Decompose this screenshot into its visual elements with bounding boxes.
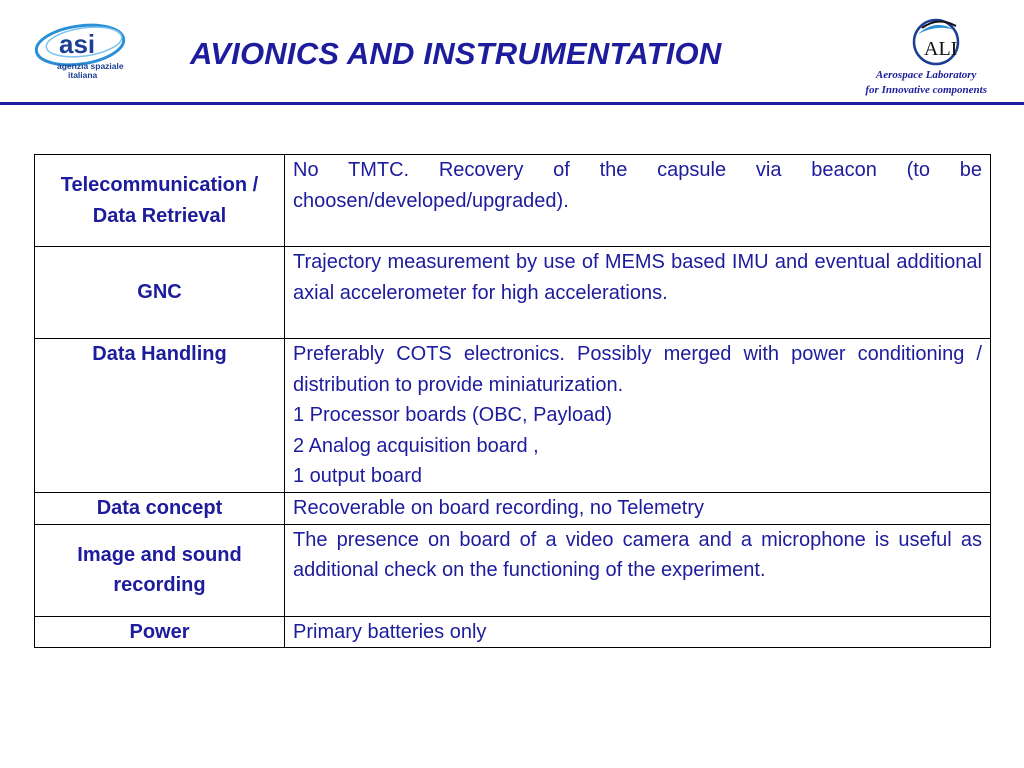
table-row — [35, 339, 991, 493]
slide-title: AVIONICS AND INSTRUMENTATION — [190, 36, 722, 71]
ali-caption-line1: Aerospace Laboratory — [875, 69, 977, 81]
row-description-line: 1 output board — [293, 465, 422, 487]
row-description — [285, 339, 991, 493]
row-description-line: 1 Processor boards (OBC, Payload) — [293, 404, 613, 426]
table-row — [35, 155, 991, 247]
row-label: GNC — [35, 247, 285, 339]
asi-logo-brand: asi — [59, 29, 96, 59]
row-label: Image and sound recording — [35, 524, 285, 616]
row-label: Telecommunication / Data Retrieval — [35, 155, 285, 247]
row-label: Data Handling — [35, 339, 285, 493]
row-description — [285, 493, 991, 525]
asi-logo — [32, 20, 132, 84]
ali-caption-line2: for Innovative components — [865, 84, 987, 96]
row-description-text: Trajectory measurement by use of MEMS based IMU and eventual additional axial accelerometer for high accelerations. — [293, 251, 982, 304]
header-rule — [0, 102, 1024, 105]
slide-header — [0, 0, 1024, 110]
row-description-text: The presence on board of a video camera and a microphone is useful as additional check on the functioning of the experiment. — [293, 528, 982, 581]
table-body — [35, 155, 991, 648]
row-description — [285, 247, 991, 339]
row-description-text: No TMTC. Recovery of the capsule via beacon (to be choosen/developed/upgraded). — [293, 159, 982, 212]
row-description — [285, 524, 991, 616]
table-row — [35, 247, 991, 339]
row-description-text: Primary batteries only — [293, 620, 487, 643]
asi-logo-line2: italiana — [68, 70, 98, 80]
row-description — [285, 616, 991, 648]
ali-caption — [865, 68, 987, 98]
row-description-line: 2 Analog acquisition board , — [293, 434, 539, 457]
ali-logo — [908, 14, 974, 70]
row-label: Data concept — [35, 493, 285, 525]
table-row — [35, 493, 991, 525]
row-description — [285, 155, 991, 247]
row-label: Power — [35, 616, 285, 648]
table-row — [35, 616, 991, 648]
row-description-text: Recoverable on board recording, no Telemetry — [293, 497, 704, 519]
row-description-text: Preferably COTS electronics. Possibly merged with power conditioning / distribution to provide miniaturization. — [293, 343, 982, 396]
asi-logo-line1: agenzia spaziale — [57, 61, 124, 71]
ali-logo-brand: ALI — [924, 38, 958, 60]
avionics-table — [34, 154, 991, 648]
table-row — [35, 524, 991, 616]
